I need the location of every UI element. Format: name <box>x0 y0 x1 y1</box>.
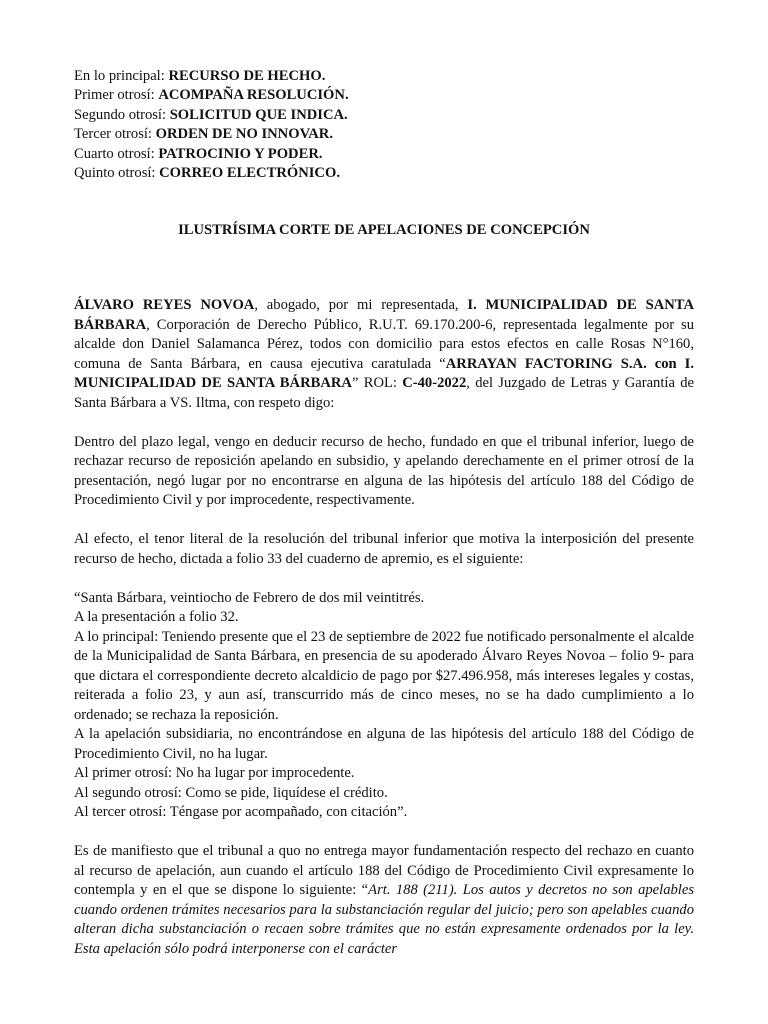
court-title: ILUSTRÍSIMA CORTE DE APELACIONES DE CONCEPCIÓN <box>178 222 590 238</box>
paragraph-fundamento: Dentro del plazo legal, vengo en deducir recurso de hecho, fundado en que el tribunal inferior, luego de rechazar recurso de reposición apelando en subsidio, y apelando derechamente en el primer otrosí de la presentación, negó lugar por no encontrarse en alguna de las hipótesis del artículo 188 del Código de Procedimiento Civil y por improcedente, respectivamente. <box>74 433 694 508</box>
paragraph-comparecencia: ÁLVARO REYES NOVOA, abogado, por mi representada, I. MUNICIPALIDAD DE SANTA BÁRBARA, Corporación de Derecho Público, R.U.T. 69.170.200-6, representada legalmente por su alcalde don Daniel Salamanca Pérez, todos con domicilio para estos efectos en calle Rosas N°160, comuna de Santa Bárbara, en causa ejecutiva caratulada “ARRAYAN FACTORING S.A. con I. MUNICIPALIDAD DE SANTA BÁRBARA” ROL: C-40-2022, del Juzgado de Letras y Garantía de Santa Bárbara a VS. Iltma, con respeto digo: <box>74 297 694 411</box>
quote-line: “Santa Bárbara, veintiocho de Febrero de dos mil veintitrés. <box>74 589 425 606</box>
quote-line: Al segundo otrosí: Como se pide, liquídese el crédito. <box>74 784 388 801</box>
paragraph-tenor: Al efecto, el tenor literal de la resolución del tribunal inferior que motiva la interposición del presente recurso de hecho, dictada a folio 33 del cuaderno de apremio, es el siguiente: <box>74 531 694 567</box>
sumilla-line: En lo principal: RECURSO DE HECHO. <box>74 68 326 84</box>
sumilla-line: Tercer otrosí: ORDEN DE NO INNOVAR. <box>74 126 333 143</box>
sumilla-line: Segundo otrosí: SOLICITUD QUE INDICA. <box>74 106 348 123</box>
quoted-resolution <box>74 589 694 823</box>
quote-line: Al tercer otrosí: Téngase por acompañado, con citación”. <box>74 804 408 820</box>
sumilla-line: Primer otrosí: ACOMPAÑA RESOLUCIÓN. <box>74 87 349 104</box>
paragraph-articulo-188: Es de manifiesto que el tribunal a quo no entrega mayor fundamentación respecto del rechazo en cuanto al recurso de apelación, aun cuando el artículo 188 del Código de Procedimiento Civil expresamente lo contempla y en el que se dispone lo siguiente: “Art. 188 (211). Los autos y decretos no son apelables cuando ordenen trámites necesarios para la substanciación regular del juicio; pero son apelables cuando alteran dicha substanciación o recaen sobre trámites que no están expresamente ordenados por la ley. Esta apelación sólo podrá interponerse con el carácter <box>74 843 695 957</box>
document-body <box>74 296 694 979</box>
quote-line: A la apelación subsidiaria, no encontrándose en alguna de las hipótesis del artículo 188 del Código de Procedimiento Civil, no ha lugar. <box>74 726 694 762</box>
quote-line: A lo principal: Teniendo presente que el 23 de septiembre de 2022 fue notificado personalmente el alcalde de la Municipalidad de Santa Bárbara, en presencia de su apoderado Álvaro Reyes Novoa – folio 9- para que dictara el correspondiente decreto alcaldicio de pago por $27.496.958, más intereses legales y costas, reiterada a folio 23, y aun así, transcurrido más de cinco meses, no se ha dado cumplimiento a lo ordenado; se rechaza la reposición. <box>74 628 694 723</box>
sumilla-block <box>74 67 349 183</box>
quote-line: A la presentación a folio 32. <box>74 609 239 625</box>
sumilla-line: Quinto otrosí: CORREO ELECTRÓNICO. <box>74 165 340 182</box>
sumilla-line: Cuarto otrosí: PATROCINIO Y PODER. <box>74 145 323 162</box>
quote-line: Al primer otrosí: No ha lugar por improcedente. <box>74 765 355 781</box>
